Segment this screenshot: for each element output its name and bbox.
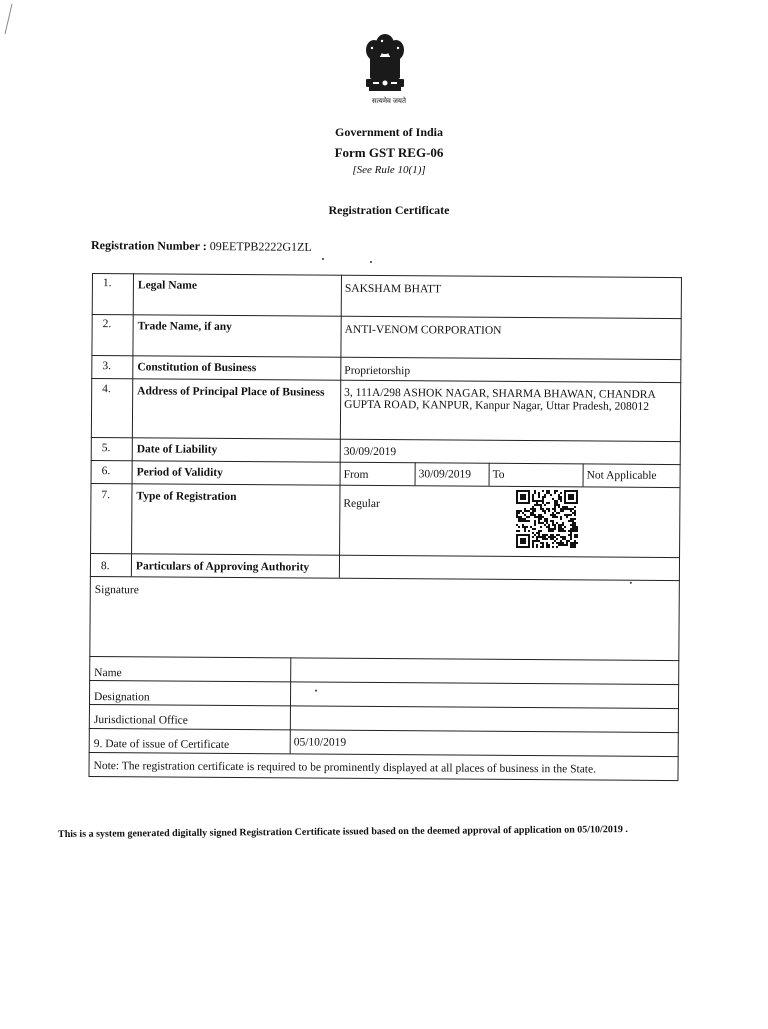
row-1-number: 1. <box>102 277 112 290</box>
row-8-label: Particulars of Approving Authority <box>135 560 310 574</box>
row-4-value: 3, 111A/298 ASHOK NAGAR, SHARMA BHAWAN, CHANDRA GUPTA ROAD, KANPUR, Kanpur Nagar, Uttar Pradesh, 208012 <box>344 386 656 413</box>
validity-from-label: From <box>343 468 369 481</box>
row-7-value: Regular <box>343 497 380 511</box>
registration-number-value: 09EETPB2222G1ZL <box>209 239 312 254</box>
certificate-title: Registration Certificate <box>328 203 450 217</box>
row-8-number: 8. <box>100 560 110 573</box>
row-7-number: 7. <box>101 489 111 502</box>
qr-code <box>516 490 578 548</box>
row-5-label: Date of Liability <box>136 443 218 456</box>
display-note: Note: The registration certificate is required to be prominently displayed at all places of business in the State. <box>93 760 597 776</box>
issue-date-value: 05/10/2019 <box>293 736 347 749</box>
form-title: Form GST REG-06 <box>334 145 444 160</box>
row-3-value: Proprietorship <box>344 364 411 378</box>
designation-label: Designation <box>93 691 150 704</box>
row-1-value: SAKSHAM BHATT <box>344 282 442 296</box>
row-4-label: Address of Principal Place of Business <box>137 385 325 399</box>
row-2-value: ANTI-VENOM CORPORATION <box>344 323 502 337</box>
issue-date-label: 9. Date of issue of Certificate <box>93 738 230 751</box>
row-5-number: 5. <box>101 442 111 455</box>
row-6-label: Period of Validity <box>136 466 223 479</box>
name-label: Name <box>94 667 122 680</box>
row-3-label: Constitution of Business <box>137 361 257 375</box>
validity-from-value: 30/09/2019 <box>418 468 472 481</box>
row-2-number: 2. <box>102 318 112 331</box>
row-2-label: Trade Name, if any <box>137 320 233 333</box>
system-generated-footer: This is a system generated digitally signed Registration Certificate issued based on the deemed approval of application on 05/10/2019 . <box>57 824 628 840</box>
row-4-number: 4. <box>102 383 111 396</box>
row-1-label: Legal Name <box>137 279 198 292</box>
emblem-motto: सत्यमेव जयते <box>372 97 406 105</box>
signature-label: Signature <box>94 584 139 597</box>
row-7-label: Type of Registration <box>136 490 237 504</box>
row-6-number: 6. <box>101 465 111 478</box>
row-3-number: 3. <box>102 360 112 373</box>
validity-to-value: Not Applicable <box>586 469 657 482</box>
jurisdictional-office-label: Jurisdictional Office <box>93 714 188 727</box>
row-5-value: 30/09/2019 <box>343 445 397 459</box>
government-heading: Government of India <box>335 125 443 139</box>
validity-to-label: To <box>492 468 505 481</box>
registration-number-label: Registration Number : <box>90 238 207 254</box>
rule-reference: [See Rule 10(1)] <box>352 164 426 176</box>
